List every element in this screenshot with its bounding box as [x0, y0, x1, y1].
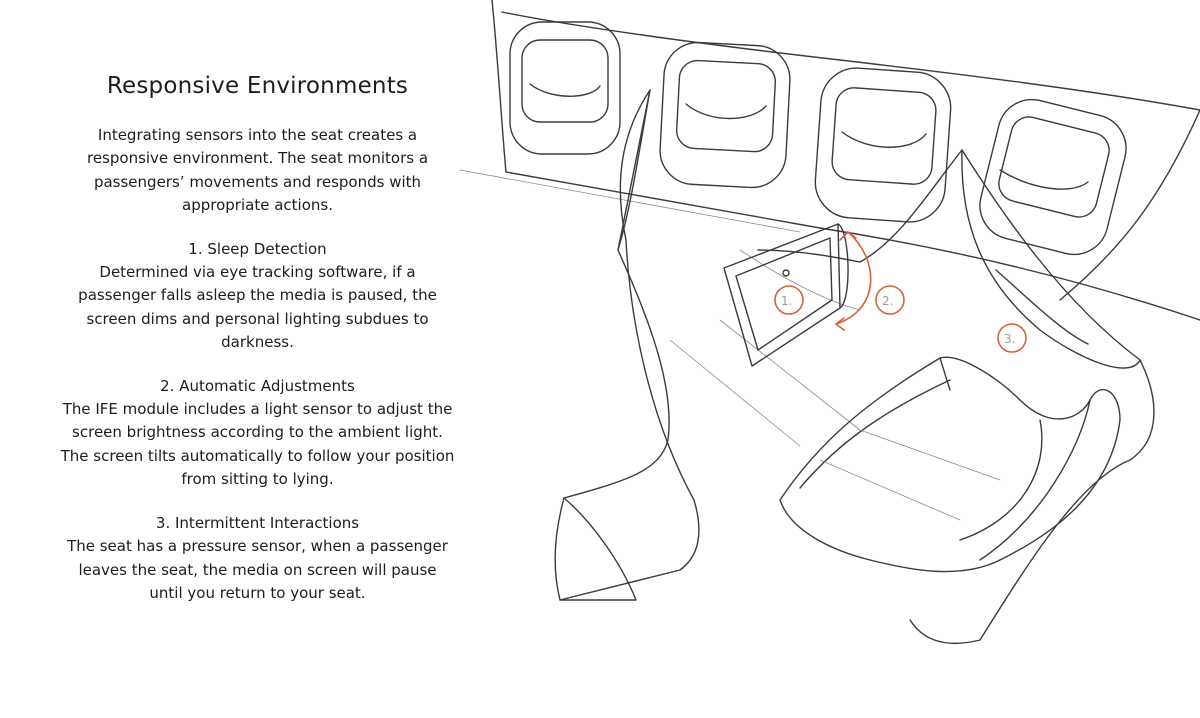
feature-automatic-adjustments [60, 375, 455, 492]
cabin-window [973, 92, 1133, 261]
tilt-arc-arrowhead-bottom [836, 318, 844, 330]
feature-intermittent-interactions [60, 512, 455, 606]
tilt-arc-arrow [836, 232, 871, 324]
callout-label: 2. [882, 294, 894, 308]
seat-cushion-drawing [780, 357, 1120, 571]
cabin-window [510, 22, 620, 154]
feature-heading: 2. Automatic Adjustments [160, 376, 355, 395]
intro-paragraph: Integrating sensors into the seat creates a responsive environment. The seat monitors a passengers’ movements and responds with appropriate actions. [86, 126, 429, 215]
feature-heading: 3. Intermittent Interactions [155, 513, 360, 532]
partition-shell-left [555, 90, 699, 600]
callout-label: 1. [781, 294, 793, 308]
feature-description: The seat has a pressure sensor, when a passenger leaves the seat, the media on screen will pause until you return to your seat. [67, 537, 448, 602]
cabin-ceiling-curve [1060, 110, 1200, 300]
feature-sleep-detection [60, 238, 455, 355]
seat-sketch-illustration [440, 0, 1200, 718]
feature-description: The IFE module includes a light sensor to adjust the screen brightness according to the ambient light. The screen tilts automatically to follow your position from sitting to lying. [60, 400, 455, 489]
page-title: Responsive Environments [106, 73, 409, 99]
cabin-wall-upper-edge [502, 12, 1200, 110]
seat-divider-inner [962, 150, 1140, 368]
cabin-window [813, 66, 953, 225]
floor-line [720, 320, 860, 430]
cabin-window [658, 41, 791, 189]
cabin-wall-outline [492, 0, 1200, 320]
callout-label: 3. [1004, 332, 1016, 346]
partition-base [560, 498, 636, 600]
text-panel [60, 70, 455, 625]
feature-description: Determined via eye tracking software, if a passenger falls asleep the media is paused, the screen dims and personal lighting subdues to darkness. [78, 263, 437, 352]
feature-heading: 1. Sleep Detection [188, 239, 327, 258]
floor-line [670, 340, 800, 446]
